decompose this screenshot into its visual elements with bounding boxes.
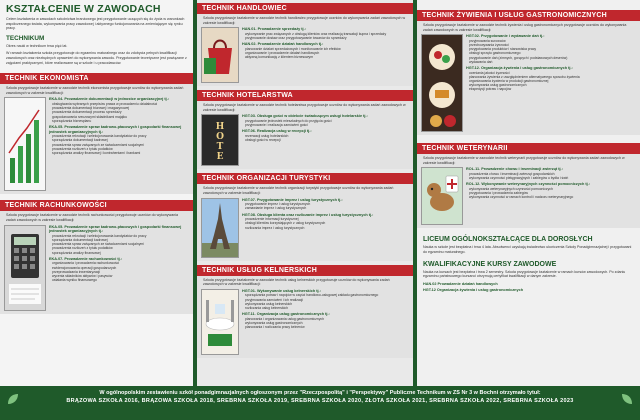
- qualification-code: HGT.02. Przygotowanie i wydawanie dań tj.:: [466, 34, 545, 39]
- shopping-thumb: [201, 27, 239, 83]
- footer-line-1: W ogólnopolskim zestawieniu szkół ponadgimnazjalnych ogłoszonym przez "Rzeczpospolitą" i "Perspektywy" Publiczne Technikum w ZS Nr 3 w Bochni otrzymało tytuł:: [99, 390, 541, 396]
- qualification-item: planowania i rozliczania pracy kelnerów: [245, 325, 305, 330]
- qualification-item: ewidencjonowania operacji gospodarczych: [52, 265, 117, 270]
- qualification-item: organizowania i prowadzenia rachunkowości: [52, 261, 120, 266]
- section-title-hotelarstwo: TECHNIK HOTELARSTWA: [197, 90, 413, 101]
- svg-text:E: E: [216, 152, 224, 163]
- qualification-item: aktywną komunikację z klientem biznesowym: [245, 55, 314, 60]
- qualification-code: ROL.12. Wykonywanie weterynaryjnych czynności pomocniczych tj.:: [466, 182, 590, 187]
- qualification-item: rozliczania usług kelnerskich: [245, 305, 288, 310]
- qualification-item: przygotowanie jednostek mieszkalnych do przyjęcia gości: [245, 118, 332, 123]
- qualification-item: wykonywania usług kelnerskich: [245, 301, 293, 306]
- footer-line-2: BRĄZOWA SZKOŁA 2016, BRĄZOWA SZKOŁA 2018, SREBRNA SZKOŁA 2019, SREBRNA SZKOŁA 2020, ZŁOTA SZKOŁA 2021, SREBRNA SZKOŁA 2022, SREBRNA SZKOŁA 2023: [66, 398, 574, 404]
- qualification-code: EKA.04. Prowadzenie dokumentacji w jednostce organizacyjnej tj.:: [49, 97, 170, 102]
- qualification-code: ROL.11. Prowadzenie chowu i inseminacji zwierząt tj.:: [466, 167, 563, 172]
- qualification-item: sporządzania biznesplanu: [52, 118, 92, 123]
- qualification-item: wykonywania usług gastronomicznych: [469, 83, 527, 88]
- qualification-item: przygotowania i prowadzenia zabiegów: [469, 191, 528, 196]
- column-middle: [197, 0, 413, 386]
- qualification-item: planowania i organizowania usług gastronomicznych: [245, 316, 324, 321]
- qualification-item: prowadzenia spraw związanych ze świadczeniami socjalnymi: [52, 142, 144, 147]
- card-handlowiec: [197, 14, 413, 86]
- qualification-item: prowadzenia rekrutacji i selekcjonowania kandydatów do pracy: [52, 233, 147, 238]
- qualification-item: wycenia składników aktywów i pasywów: [52, 273, 113, 278]
- section-title-rachunkowosc: TECHNIK RACHUNKOWOŚCI: [0, 200, 193, 211]
- qualification-item: ustalania wyniku finansowego: [52, 278, 97, 283]
- card-ekonomista: [0, 84, 193, 194]
- column-left: [0, 0, 193, 386]
- qualification-item: wykonywania weterynaryjnych czynności pomocniczych: [469, 186, 553, 191]
- qualification-item: wydawania dań: [469, 59, 493, 64]
- card-intro: Szkoła przygotowuje kształcenie w zawodzie technik organizacji turystyki przygotowuje uczniów do wykonywania zadań zawodowych w zakresie kwalifikacji:: [203, 186, 394, 195]
- qualification-item: ekspedycji potraw i napojów: [469, 87, 512, 92]
- vet-thumb: [421, 167, 463, 225]
- qualification-item: obsługiwania wybranych przepisów prawa w prowadzeniu działalności: [52, 101, 158, 106]
- qualification-item: planowanie działań sprzedażowych i monitorowanie ich efektów: [245, 46, 341, 51]
- eiffel-thumb: [201, 198, 239, 258]
- qualification-item: prowadzenie informacji turystycznej: [245, 217, 299, 222]
- qualification-code: HGT.07. Przygotowanie imprez i usług turystycznych tj.:: [242, 197, 343, 202]
- section-title-kelner: TECHNIK USŁUG KELNERSKICH: [197, 265, 413, 276]
- card-hotelarstwo: [197, 101, 413, 169]
- qualification-item: sporządzania analizy finansowej: [52, 250, 101, 255]
- food-thumb: [421, 34, 463, 132]
- card-zywienie: [417, 21, 640, 135]
- liceum-title: LICEUM OGÓLNOKSZTAŁCĄCE DLA DOROSŁYCH: [423, 236, 593, 244]
- qualification-item: wykonywania czynności w ramach kontroli i nadzoru weterynaryjnego: [469, 195, 574, 200]
- qualification-code: HGT.08. Obsługa klienta oraz rozliczanie imprez i usług turystycznych tj.:: [242, 212, 374, 217]
- svg-text:T: T: [216, 142, 224, 153]
- qualification-item: sporządzania dokumentacji kadrowej: [52, 237, 108, 242]
- qualification-code: HGT.03. Obsługa gości w obiekcie świadczącym usługi hotelarskie tj.:: [242, 114, 368, 119]
- qualification-item: przyjmowania surowców: [469, 38, 506, 43]
- chart-thumb: [4, 97, 46, 191]
- qualification-code: HGT.01. Wykonywanie usług kelnerskich tj.:: [242, 288, 321, 293]
- kkz-title: KWALIFIKACYJNE KURSY ZAWODOWE: [423, 260, 557, 268]
- card-weterynaria: [417, 154, 640, 228]
- qualification-item: prowadzenia spraw związanych ze świadczeniami socjalnymi: [52, 242, 144, 247]
- svg-text:O: O: [216, 132, 224, 143]
- card-intro: Szkoła przygotowuje kształcenie w zawodzie technik hotelarstwa przygotowuje uczniów do wykonywania zadań zawodowych w zakresie kwalifikacji:: [203, 103, 406, 112]
- qualification-item: gospodarowania rzeczowymi składnikami majątku: [52, 114, 128, 119]
- qualification-code: HGT.12. Organizacja żywienia i usług gastronomicznych tj.:: [466, 66, 573, 70]
- card-turystyka: [197, 184, 413, 260]
- section-title-zywienie: TECHNIK ŻYWIENIA I USŁUG GASTRONOMICZNYCH: [417, 10, 640, 21]
- qualification-item: wykonywanie prac związanych z obsługą klientów oraz realizacją transakcji kupna i sprzedaży: [245, 31, 387, 36]
- qualification-item: zamawianie imprez i usług turystycznych: [245, 206, 307, 211]
- qualification-item: przyjmowanie dostaw oraz przygotowywanie towarów do sprzedaży: [245, 35, 347, 40]
- calculator-thumb: [4, 225, 46, 311]
- leaf-icon: [620, 392, 634, 406]
- qualification-item: przeprowadzania inwentaryzacji: [52, 269, 101, 274]
- qualification-item: sporządzania potraw i napojów w części handlowo-usługowej zakładu gastronomicznego: [245, 293, 379, 298]
- qualification-item: prowadzenia dokumentacji biurowej i magazynowej: [52, 106, 130, 111]
- qualification-item: organizowanie i prowadzenie działań handlowych: [245, 50, 320, 55]
- qualification-item: przygotowanie dań (zimnych, gorących i podstawowych deserów): [469, 55, 568, 60]
- card-intro: Szkoła przygotowuje kształcenie w zawodzie technik handlowiec przygotowuje uczniów do wykonywania zadań zawodowych w zakresie kwalifikacji:: [203, 16, 406, 25]
- qualification-item: planowania żywienia z uwzględnieniem alternatywnego sposobu żywienia: [469, 74, 580, 79]
- section-title-weterynaria: TECHNIK WETERYNARII: [417, 143, 640, 154]
- card-rachunkowosc: [0, 211, 193, 313]
- qualification-item: prowadzenia dokumentacji procesu sprzedaży: [52, 110, 122, 115]
- qualification-code: HGT.06. Realizacja usług w recepcji tj.:: [242, 129, 312, 134]
- qualification-item: obsługi sprzętu gastronomicznego: [469, 51, 521, 56]
- qualification-item: sporządzania analizy finansowej i kontrahentami i bankami: [52, 150, 141, 155]
- technikum-p2: W ramach kształcenia szkoła przygotowuje do egzaminu maturalnego oraz do zdobycia pełnych kwalifikacji zawodowych oraz niezbędnych uprawnień do wykonywania zawodu. Przygotowanie teoretyczne jest powiązane z zajęciami praktycznymi, które realizowane są w szkole i u pracodawców.: [6, 51, 187, 65]
- kkz-item: HAN.02 Prowadzenie działań handlowych: [423, 281, 498, 286]
- liceum-text: Nauka w szkole jest bezpłatna i trwa 4 lata. Absolwenci uzyskają świadectwo ukończenia Szkoły Ponadgimnazjalnej i przygotowani do egzaminu maturalnego.: [423, 245, 632, 254]
- qualification-item: przyjmowanie i realizacja zamówień gości: [245, 123, 308, 128]
- technikum-p1: Okres nauki w technikum trwa pięć lat.: [6, 43, 68, 48]
- kkz-item: HGT.12 Organizacja żywienia i usług gastronomicznych: [423, 288, 524, 293]
- qualification-item: przygotowania produktów i stanowiska pracy: [469, 47, 537, 52]
- qualification-item: prowadzenia rozliczeń z tytułu podatków: [52, 146, 113, 151]
- svg-text:H: H: [215, 122, 225, 133]
- qualification-code: HAN.01. Prowadzenie sprzedaży tj.:: [242, 27, 306, 32]
- qualification-item: przygotowanie imprez i usług turystycznych: [245, 202, 311, 207]
- qualification-item: oceniania jakości żywności: [469, 70, 510, 75]
- card-intro: Szkoła przygotowuje kształcenie w zawodzie technik żywienia i usług gastronomicznych przygotowuje uczniów do wykonywania zadań zawodowych w zakresie kwalifikacji:: [423, 23, 627, 32]
- footer-banner: [0, 386, 640, 420]
- qualification-item: wykonywania usług gastronomicznych: [245, 320, 303, 325]
- qualification-code: HAN.02. Prowadzenie działań handlowych tj.:: [242, 42, 324, 47]
- card-intro: Szkoła przygotowuje kształcenie w zawodzie technik weterynarii przygotowuje uczniów do wykonywania zadań zawodowych w zakresie kwalifikacji:: [423, 156, 625, 165]
- section-title-turystyka: TECHNIK ORGANIZACJI TURYSTYKI: [197, 173, 413, 184]
- qualification-item: obsługi gości w recepcji: [245, 138, 281, 143]
- section-title-ekonomista: TECHNIK EKONOMISTA: [0, 73, 193, 84]
- kkz-text: Nauka na kursach jest bezpłatna i trwa 2 semestry. Szkoła przygotowuje kształcenie w ramach kursów zawodowych. Po zdaniu egzaminu państwowego kursanci otrzymują certyfikat kwalifikacji w danym zakresie.: [423, 269, 626, 279]
- qualification-item: przyjmowania zamówień i ich realizacji: [245, 297, 304, 302]
- qualification-code: HGT.11. Organizacja usług gastronomicznych tj.:: [242, 312, 330, 317]
- qualification-code: EKA.05. Prowadzenie spraw kadrowo-płacowych i gospodarki finansowej jednostek organizacyjnych tj.:: [49, 124, 182, 134]
- leaf-icon: [6, 392, 20, 406]
- qualification-item: organizowania żywienia w produkcji gastronomicznej: [469, 79, 549, 83]
- column-right: [417, 0, 640, 386]
- card-intro: Szkoła przygotowuje kształcenie w zawodzie technik ekonomista przygotowuje uczniów do wykonywania zadań zawodowych w zakresie kwalifikacji:: [6, 86, 184, 95]
- qualification-item: sporządzania dokumentacji kadrowej: [52, 138, 108, 143]
- hotel-thumb: [201, 114, 239, 166]
- qualification-item: obsługi klientów korzystających z usług turystycznych: [245, 221, 326, 226]
- section-title-handlowiec: TECHNIK HANDLOWIEC: [197, 3, 413, 14]
- qualification-code: EKA.05. Prowadzenie spraw kadrowo-płacowych i gospodarki finansowej jednostek organizacyjnych tj.:: [49, 224, 182, 234]
- restaurant-thumb: [201, 289, 239, 355]
- card-kelner: [197, 276, 413, 358]
- qualification-item: wykonywania czynności pielęgnacyjnych i zabiegów u bydła i świń: [469, 176, 569, 181]
- intro-text: Celem kształcenia w zawodach szkolnictwa branżowego jest przygotowanie uczących się do życia w warunkach współczesnego świata, wykonywania pracy zawodowej i aktywnego funkcjonowania na zmieniającym się rynku pracy.: [6, 17, 185, 31]
- qualification-item: prowadzenia rekrutacji i selekcjonowania kandydatów do pracy: [52, 134, 147, 139]
- technikum-title: TECHNIKUM: [6, 34, 45, 42]
- qualification-item: rezerwacji usług hotelarskich: [245, 133, 289, 138]
- card-intro: Szkoła przygotowuje kształcenie w zawodzie technik usług kelnerskich przygotowuje uczniów do wykonywania zadań zawodowych w zakresie kwalifikacji:: [203, 277, 390, 287]
- page-title: KSZTAŁCENIE W ZAWODACH: [6, 3, 161, 15]
- qualification-code: EKA.07. Prowadzenie rachunkowości tj.:: [49, 256, 123, 261]
- qualification-item: prowadzenia chowu i inseminacji zwierząt gospodarskich: [469, 171, 555, 176]
- qualification-item: prowadzenia rozliczeń z tytułu podatków: [52, 246, 113, 251]
- qualification-item: przechowywania żywności: [469, 42, 509, 47]
- qualification-item: rozliczania imprez i usług turystycznych: [245, 225, 305, 230]
- card-intro: Szkoła przygotowuje kształcenie w zawodzie technik rachunkowości przygotowuje uczniów do wykonywania zadań zawodowych w zakresie kwalifikacji:: [6, 213, 178, 222]
